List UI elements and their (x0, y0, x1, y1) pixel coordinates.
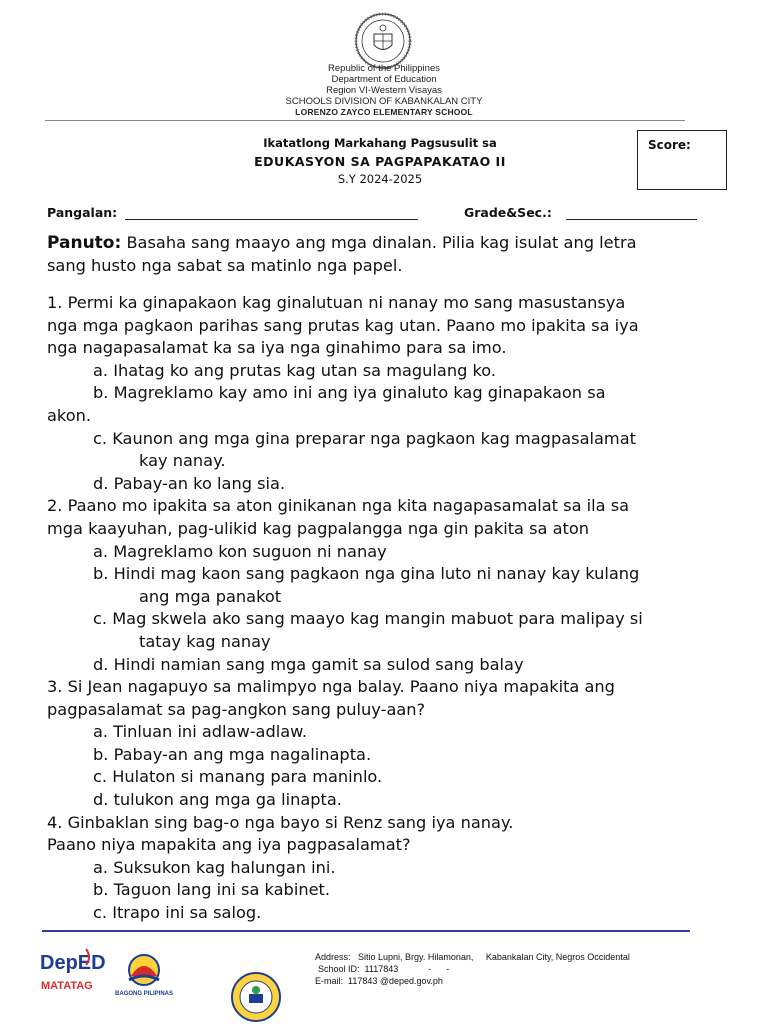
header-divider (45, 120, 685, 121)
footer-divider (42, 930, 690, 932)
header-school-name: LORENZO ZAYCO ELEMENTARY SCHOOL (295, 107, 473, 117)
footer-address: Address: Sitio Lupni, Brgy. Hilamonan, Kabankalan City, Negros Occidental (315, 952, 630, 962)
question-text: nga nagapasalamat ka sa iya nga ginahimo para sa imo. (47, 338, 507, 358)
bagong-pilipinas-logo (113, 952, 175, 998)
question-3 (47, 676, 747, 812)
matatag-text: MATATAG (41, 980, 93, 992)
grade-section-label: Grade&Sec.: (464, 205, 552, 220)
question-text: mga kaayuhan, pag-ulikid kag pagpalangga nga gin pakita sa aton (47, 518, 590, 538)
grade-section-input-line[interactable] (566, 219, 697, 220)
option-a: a. Ihatag ko ang prutas kag utan sa magulang ko. (93, 360, 497, 380)
footer-email[interactable]: E-mail: 117843 @deped.gov.ph (315, 976, 443, 986)
option-d: d. Pabay-an ko lang sia. (93, 473, 286, 493)
instructions-text-2: sang husto nga sabat sa matinlo nga papel. (47, 255, 403, 275)
question-text: 4. Ginbaklan sing bag-o nga bayo si Renz sang iya nanay. (47, 812, 514, 832)
deped-seal-icon (354, 12, 412, 70)
option-b: b. Pabay-an ang mga nagalinapta. (93, 744, 372, 764)
footer-school-id: School ID: 1117843 - - (318, 964, 450, 974)
instructions-label: Panuto: (47, 233, 122, 253)
question-2 (47, 495, 747, 676)
bagong-pilipinas-text: BAGONG PILIPINAS (114, 991, 174, 997)
name-input-line[interactable] (125, 219, 418, 220)
exam-title-subject: EDUKASYON SA PAGPAPAKATAO II (254, 154, 506, 169)
option-a: a. Tinluan ini adlaw-adlaw. (93, 722, 308, 742)
option-c: c. Hulaton si manang para maninlo. (93, 767, 383, 787)
option-b: b. Taguon lang ini sa kabinet. (93, 880, 331, 900)
header-block (0, 63, 768, 118)
option-a: a. Suksukon kag halungan ini. (93, 857, 336, 877)
deped-matatag-logo (40, 945, 106, 995)
questions-list (47, 292, 747, 925)
option-b: b. Magreklamo kay amo ini ang iya ginaluto kag ginapakaon sa (93, 383, 606, 403)
option-b-wrap: akon. (47, 405, 92, 425)
school-seal-icon (231, 972, 281, 1022)
option-a: a. Magreklamo kon suguon ni nanay (93, 541, 387, 561)
instructions (47, 232, 747, 277)
header-region: Region VI-Western Visayas (326, 85, 442, 96)
header-department: Department of Education (331, 74, 437, 85)
question-1 (47, 292, 747, 495)
score-label: Score: (648, 138, 691, 152)
exam-title-line1: Ikatatlong Markahang Pagsusulit sa (263, 136, 497, 150)
exam-school-year: S.Y 2024-2025 (337, 172, 423, 186)
option-c-wrap: tatay kag nanay (139, 631, 271, 651)
question-text: 1. Permi ka ginapakaon kag ginalutuan ni nanay mo sang masustansya (47, 293, 626, 312)
name-label: Pangalan: (47, 205, 118, 220)
instructions-text-1: Basaha sang maayo ang mga dinalan. Pilia kag isulat ang letra (121, 233, 637, 252)
option-d: d. Hindi namian sang mga gamit sa sulod sang balay (93, 654, 524, 674)
header-division: SCHOOLS DIVISION OF KABANKALAN CITY (285, 96, 483, 107)
question-4 (47, 812, 747, 925)
option-c: c. Itrapo ini sa salog. (93, 903, 262, 923)
question-text: Paano niya mapakita ang iya pagpasalamat? (47, 835, 411, 855)
bagong-pilipinas-icon (113, 952, 175, 998)
option-b-wrap: ang mga panakot (139, 586, 282, 606)
question-text: pagpasalamat sa pag-angkon sang puluy-aan? (47, 699, 426, 719)
option-c-wrap: kay nanay. (139, 451, 226, 471)
question-text: 3. Si Jean nagapuyo sa malimpyo nga balay. Paano niya mapakita ang (47, 677, 615, 697)
question-text: 2. Paano mo ipakita sa aton ginikanan nga kita nagapasamalat sa ila sa (47, 496, 630, 516)
option-b: b. Hindi mag kaon sang pagkaon nga gina luto ni nanay kay kulang (93, 564, 640, 584)
deped-logo-icon (40, 945, 106, 995)
deped-logo-text: DepED (40, 952, 106, 974)
header-republic: Republic of the Philippines (328, 63, 440, 74)
option-c: c. Kaunon ang mga gina preparar nga pagkaon kag magpasalamat (93, 428, 636, 448)
option-c: c. Mag skwela ako sang maayo kag mangin mabuot para malipay si (93, 609, 643, 629)
option-d: d. tulukon ang mga ga linapta. (93, 790, 342, 810)
question-text: nga mga pagkaon parihas sang prutas kag utan. Paano mo ipakita sa iya (47, 315, 639, 335)
